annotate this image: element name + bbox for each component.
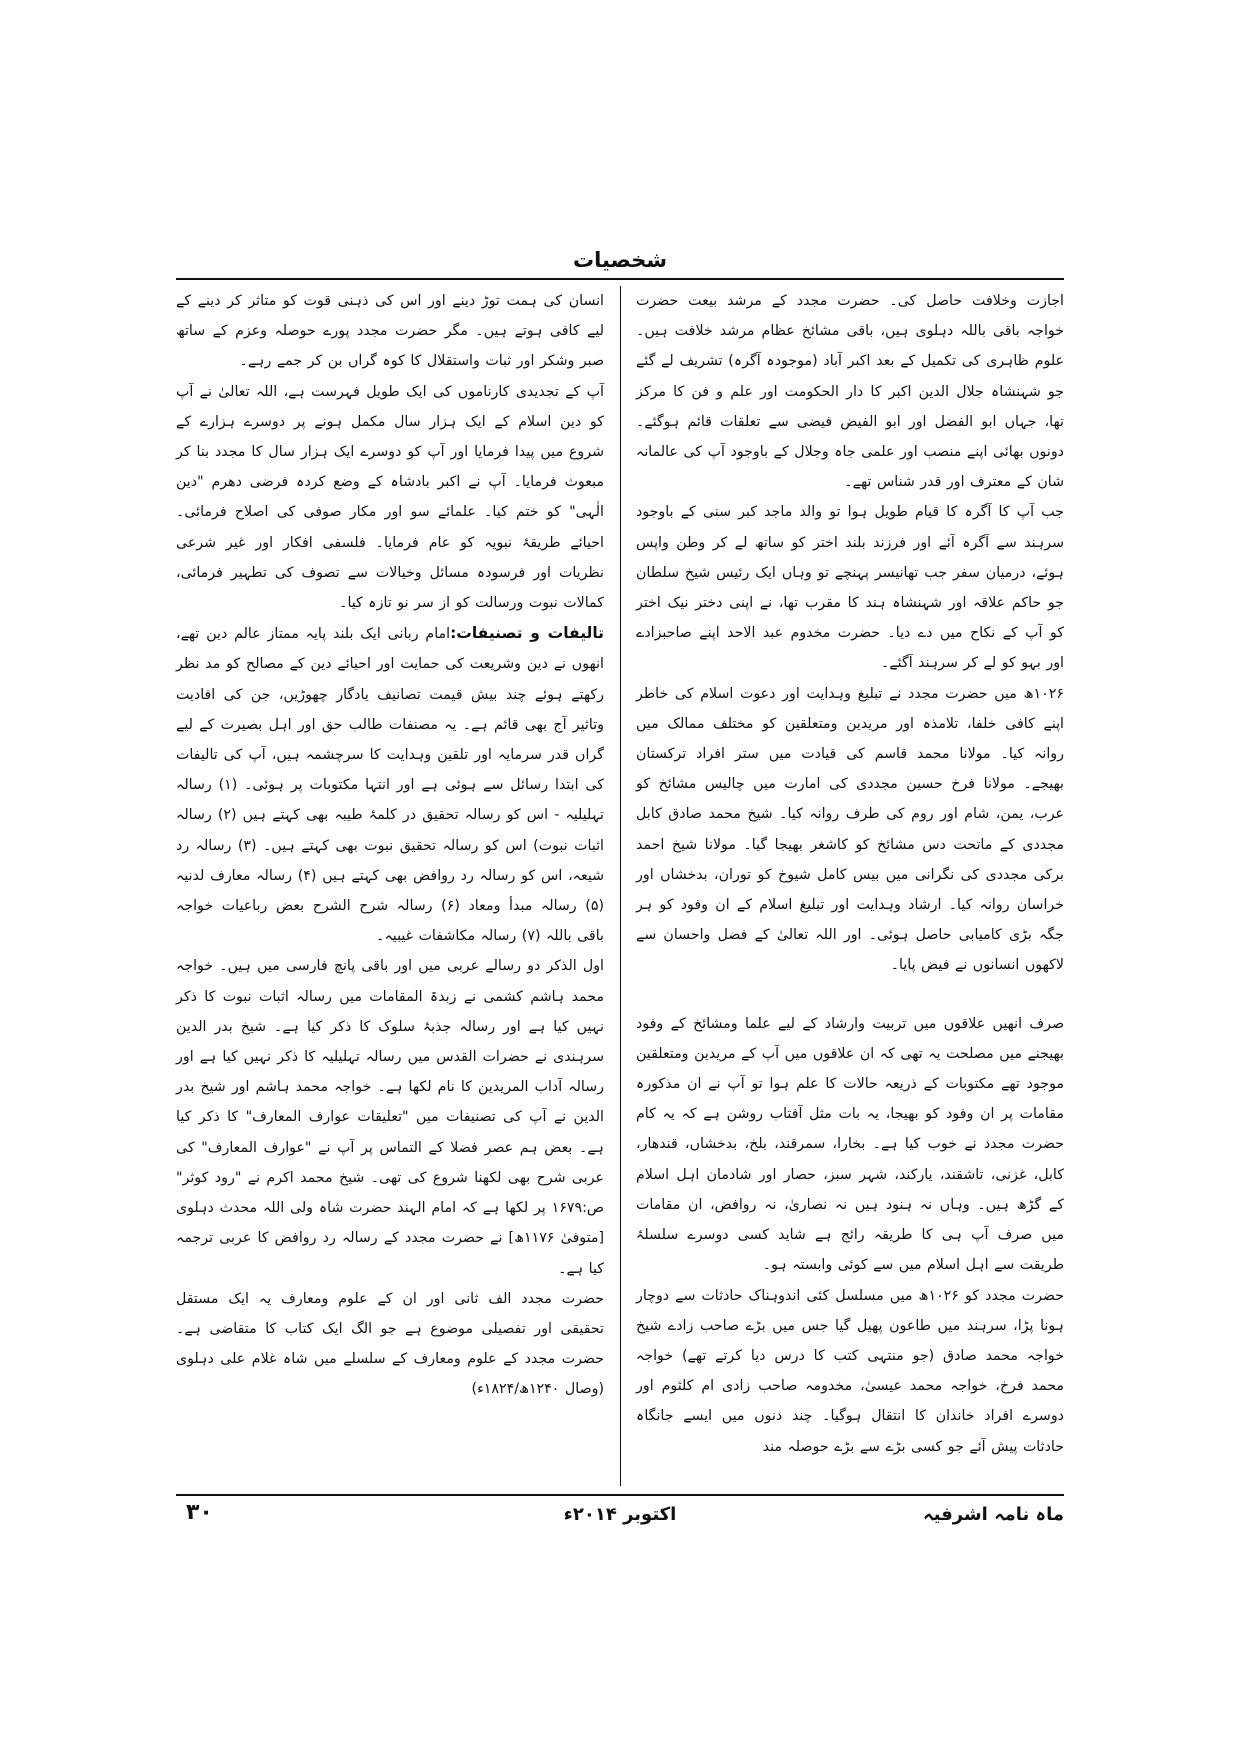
paragraph-with-heading [176, 618, 604, 951]
magazine-name: ماہ نامہ اشرفیہ [923, 1504, 1064, 1525]
paragraph: حضرت مجدد کو ۱۰۲۶ھ میں مسلسل کئی اندوہناک حادثات سے دوچار ہونا پڑا، سرہند میں طاعون پھیل گیا جس میں بڑے صاحب زادے شیخ خواجہ محمد صادق (جو منتہی کتب کا درس دیا کرتے تھے) خواجہ محمد فرخ، خواجہ محمد عیسیٰ، مخدومہ صاحب زادی ام کلثوم اور دوسرے افراد خاندان کا انتقال ہوگیا۔ چند دنوں میں ایسے جانگاہ حادثات پیش آئے جو کسی بڑے سے بڑے حوصلہ مند [636, 1287, 1064, 1455]
page-number: ۳۰ [186, 1500, 213, 1525]
left-column [176, 286, 604, 1405]
paragraph: جب آپ کا آگرہ کا قیام طویل ہوا تو والد ماجد کبر سنی کے باوجود سرہند سے آگرہ آئے اور فرزند بلند اختر کو ساتھ لے کر وطن واپس ہوئے، درمیان سفر جب تھانیسر پہنچے تو وہاں ایک رئیس شیخ سلطان جو حاکم علاقہ اور شہنشاہ ہند کا مقرب تھا، نے اپنی دختر نیک اختر کو آپ کے نکاح میں دے دیا۔ حضرت مخدوم عبد الاحد اپنے صاحبزادے اور بہو کو لے کر سرہند آگئے۔ [636, 504, 1064, 672]
page-footer [176, 1500, 1064, 1536]
footer-divider [176, 1494, 1064, 1496]
paragraph: اول الذکر دو رسالے عربی میں اور باقی پانچ فارسی میں ہیں۔ خواجہ محمد ہاشم کشمی نے زبدۃ المقامات میں رسالہ اثبات نبوت کا ذکر نہیں کیا ہے اور رسالہ جذبۂ سلوک کا ذکر کیا ہے۔ شیخ بدر الدین سرہندی نے حضرات القدس میں رسالہ تہلیلیہ کا ذکر نہیں کیا ہے اور رسالہ آداب المریدین کا نام لکھا ہے۔ خواجہ محمد ہاشم اور شیخ بدر الدین نے آپ کی تصنیفات میں "تعلیقات عوارف المعارف" کا ذکر کیا ہے۔ بعض ہم عصر فضلا کے التماس پر آپ نے "عوارف المعارف" کی عربی شرح بھی لکھنا شروع کی تھی۔ شیخ محمد اکرم نے "رود کوثر" ص:۱۶۷۹ پر لکھا ہے کہ امام الہند حضرت شاہ ولی اللہ محدث دہلوی [متوفیٰ ۱۱۷۶ھ] نے حضرت مجدد کے رسالہ رد روافض کا عربی ترجمہ کیا ہے۔ [176, 958, 604, 1277]
section-title: شخصیات [572, 248, 668, 272]
paragraph: ۱۰۲۶ھ میں حضرت مجدد نے تبلیغ وہدایت اور دعوت اسلام کی خاطر اپنے کافی خلفا، تلامذہ اور مریدین ومتعلقین کو مختلف ممالک میں روانہ کیا۔ مولانا محمد قاسم کی قیادت میں ستر افراد ترکستان بھیجے۔ مولانا فرخ حسین مجددی کی امارت میں چالیس مشائخ کو عرب، یمن، شام اور روم کی طرف روانہ کیا۔ شیخ محمد صادق کابل مجددی کے ماتحت دس مشائخ کو کاشغر بھیجا گیا۔ مولانا شیخ احمد برکی مجددی کی نگرانی میں بیس کامل شیوخ کو توران، بدخشاں اور خراسان روانہ کیا۔ ارشاد وہدایت اور تبلیغ اسلام کے ان وفود کو ہر جگہ بڑی کامیابی حاصل ہوئی۔ اور اللہ تعالیٰ کے فضل واحسان سے لاکھوں انسانوں نے فیض پایا۔ [636, 685, 1064, 974]
heading-paragraph-text: امام ربانی ایک بلند پایہ ممتاز عالم دین تھے، انھوں نے دین وشریعت کی حمایت اور احیائے دین کے مصالح کو مد نظر رکھتے ہوئے چند بیش قیمت تصانیف یادگار چھوڑیں، جن کی افادیت وتاثیر آج بھی قائم ہے۔ یہ مصنفات طالب حق اور اہل بصیرت کے لیے گراں قدر سرمایہ اور تلقین وہدایت کا سرچشمہ ہیں، آپ کی تالیفات کی ابتدا رسائل سے ہوئی ہے اور انتہا مکتوبات پر ہوئی۔ (۱) رسالہ تہلیلیہ - اس کو رسالہ تحقیق در کلمۂ طیبہ بھی کہتے ہیں (۲) رسالہ اثبات نبوت) اس کو رسالہ تحقیق نبوت بھی کہتے ہیں۔ (۳) رسالہ رد شیعہ، اس کو رسالہ رد روافض بھی کہتے ہیں (۴) رسالہ معارف لدنیہ (۵) رسالہ مبدأ ومعاد (۶) رسالہ شرح الشرح بعض رباعیات خواجہ باقی باللہ (۷) رسالہ مکاشفات غیبیہ۔ [176, 626, 605, 945]
paragraph: اجازت وخلافت حاصل کی۔ حضرت مجدد کے مرشد بیعت حضرت خواجہ باقی باللہ دہلوی ہیں، باقی مشائخ عظام مرشد خلافت ہیں۔ علوم ظاہری کی تکمیل کے بعد اکبر آباد (موجودہ آگرہ) تشریف لے گئے جو شہنشاہ جلال الدین اکبر کا دار الحکومت اور علم و فن کا مرکز تھا، جہاں ابو الفضل اور ابو الفیض فیضی سے تعلقات قائم ہوگئے۔ دونوں بھائی اپنے منصب اور علمی جاہ وجلال کے باوجود آپ کی عالمانہ شان کے معترف اور قدر شناس تھے۔ [636, 293, 1064, 491]
paragraph: حضرت مجدد الف ثانی اور ان کے علوم ومعارف یہ ایک مستقل تحقیقی اور تفصیلی موضوع ہے جو الگ ایک کتاب کا متقاضی ہے۔ حضرت مجدد کے علوم ومعارف کے سلسلے میں شاہ غلام علی دہلوی (وصال ۱۲۴۰ھ/۱۸۲۴ء) [176, 1290, 604, 1398]
paragraph: صرف انھیں علاقوں میں تربیت وارشاد کے لیے علما ومشائخ کے وفود بھیجنے میں مصلحت یہ تھی کہ ان علاقوں میں آپ کے مریدین ومتعلقین موجود تھے مکتوبات کے ذریعہ حالات کا علم ہوا تو آپ نے ان مذکورہ مقامات پر ان وفود کو بھیجا، یہ بات مثل آفتاب روشن ہے کہ یہ کام حضرت مجدد نے خوب کیا ہے۔ بخارا، سمرقند، بلخ، بدخشاں، قندھار، کابل، غزنی، تاشقند، یارکند، شہر سبز، حصار اور شادمان اہل اسلام کے گڑھ ہیں۔ وہاں نہ ہنود ہیں نہ نصاریٰ، نہ روافض، ان مقامات میں صرف آپ ہی کا طریقہ رائج ہے شاید کسی دوسرے سلسلۂ طریقت سے اہل اسلام میں سے کوئی وابستہ ہو۔ [636, 1015, 1064, 1274]
header-divider [176, 278, 1064, 280]
column-divider [620, 286, 621, 1486]
paragraph: آپ کے تجدیدی کارناموں کی ایک طویل فہرست ہے، اللہ تعالیٰ نے آپ کو دین اسلام کے ایک ہزار سال مکمل ہونے پر دوسرے ہزارے کے شروع میں پیدا فرمایا اور آپ کو دوسرے ایک ہزار سال کا مجدد بنا کر مبعوث فرمایا۔ آپ نے اکبر بادشاہ کے وضع کردہ فرضی دھرم "دین الٰہی" کو ختم کیا۔ علمائے سو اور مکار صوفی کی اصلاح فرمائی۔ احیائے طریقۂ نبویہ کو عام فرمایا۔ فلسفی افکار اور غیر شرعی نظریات اور فرسودہ مسائل وخیالات سے تصوف کی تطہیر فرمائی، کمالات نبوت ورسالت کو از سر نو تازہ کیا۔ [176, 383, 604, 612]
right-column [636, 286, 1064, 1462]
paragraph: انسان کی ہمت توڑ دینے اور اس کی ذہنی قوت کو متاثر کر دینے کے لیے کافی ہوتے ہیں۔ مگر حضرت مجدد پورے حوصلہ وعزم کے ساتھ صبر وشکر اور ثبات واستقلال کا کوہ گراں بن کر جمے رہے۔ [176, 293, 604, 370]
spacer [636, 981, 1064, 1009]
issue-date: اکتوبر ۲۰۱۴ء [563, 1504, 677, 1525]
section-heading: تالیفات و تصنیفات: [450, 624, 604, 643]
